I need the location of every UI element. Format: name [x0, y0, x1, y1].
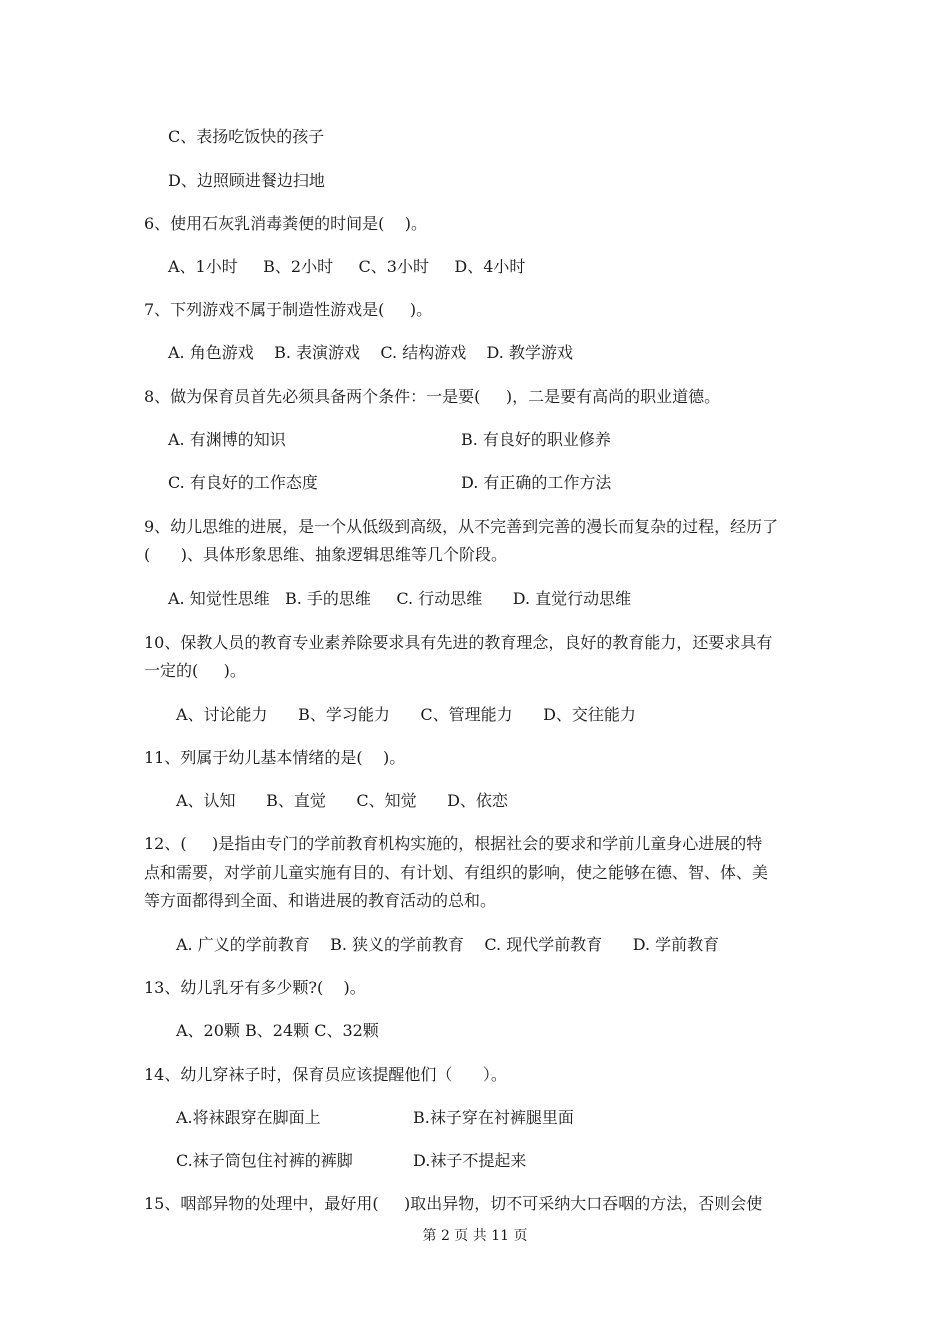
q14-option-b: B.袜子穿在衬裤腿里面	[413, 1108, 574, 1127]
q7-stem: 7、下列游戏不属于制造性游戏是( )。	[144, 300, 433, 319]
q6-options: A、1小时 B、2小时 C、3小时 D、4小时	[168, 257, 526, 276]
q11-stem: 11、列属于幼儿基本情绪的是( )。	[144, 748, 406, 767]
q12-stem-line3: 等方面都得到全面、和谐进展的教育活动的总和。	[144, 891, 497, 910]
q12-options: A. 广义的学前教育 B. 狭义的学前教育 C. 现代学前教育 D. 学前教育	[176, 935, 720, 954]
q6-stem: 6、使用石灰乳消毒粪便的时间是( )。	[144, 214, 428, 233]
q8-option-c: C. 有良好的工作态度	[168, 473, 318, 492]
q15-stem: 15、咽部异物的处理中，最好用( )取出异物，切不可采纳大口吞咽的方法，否则会使	[144, 1194, 763, 1213]
q13-options: A、20颗 B、24颗 C、32颗	[176, 1021, 379, 1040]
q8-option-a: A. 有渊博的知识	[168, 430, 286, 449]
q10-stem-line2: 一定的( )。	[144, 661, 246, 680]
page-footer: 第 2 页 共 11 页	[422, 1228, 528, 1244]
q5-option-c: C、表扬吃饭快的孩子	[168, 127, 325, 146]
q8-option-b: B. 有良好的职业修养	[461, 430, 611, 449]
q7-options: A. 角色游戏 B. 表演游戏 C. 结构游戏 D. 教学游戏	[168, 343, 573, 362]
q9-stem-line1: 9、幼儿思维的进展，是一个从低级到高级，从不完善到完善的漫长而复杂的过程，经历了	[144, 517, 779, 536]
q9-options: A. 知觉性思维 B. 手的思维 C. 行动思维 D. 直觉行动思维	[168, 589, 632, 608]
q8-option-d: D. 有正确的工作方法	[461, 473, 612, 492]
q10-stem-line1: 10、保教人员的教育专业素养除要求具有先进的教育理念，良好的教育能力，还要求具有	[144, 633, 773, 652]
q14-option-a: A.将袜跟穿在脚面上	[176, 1108, 321, 1127]
q14-option-d: D.袜子不提起来	[413, 1151, 527, 1170]
q14-option-c: C.袜子筒包住衬裤的裤脚	[176, 1151, 353, 1170]
q10-options: A、讨论能力 B、学习能力 C、管理能力 D、交往能力	[176, 705, 636, 724]
q12-stem-line2: 点和需要，对学前儿童实施有目的、有计划、有组织的影响，使之能够在德、智、体、美	[144, 863, 769, 882]
q8-stem: 8、做为保育员首先必须具备两个条件：一是要( )，二是要有高尚的职业道德。	[144, 387, 721, 406]
q9-stem-line2: ( )、具体形象思维、抽象逻辑思维等几个阶段。	[144, 545, 508, 564]
q12-stem-line1: 12、( )是指由专门的学前教育机构实施的，根据社会的要求和学前儿童身心进展的特	[144, 834, 763, 853]
q5-option-d: D、边照顾进餐边扫地	[168, 171, 325, 190]
q11-options: A、认知 B、直觉 C、知觉 D、依恋	[176, 791, 508, 810]
q13-stem: 13、幼儿乳牙有多少颗?( )。	[144, 978, 366, 997]
q14-stem: 14、幼儿穿袜子时，保育员应该提醒他们（ ）。	[144, 1065, 507, 1084]
